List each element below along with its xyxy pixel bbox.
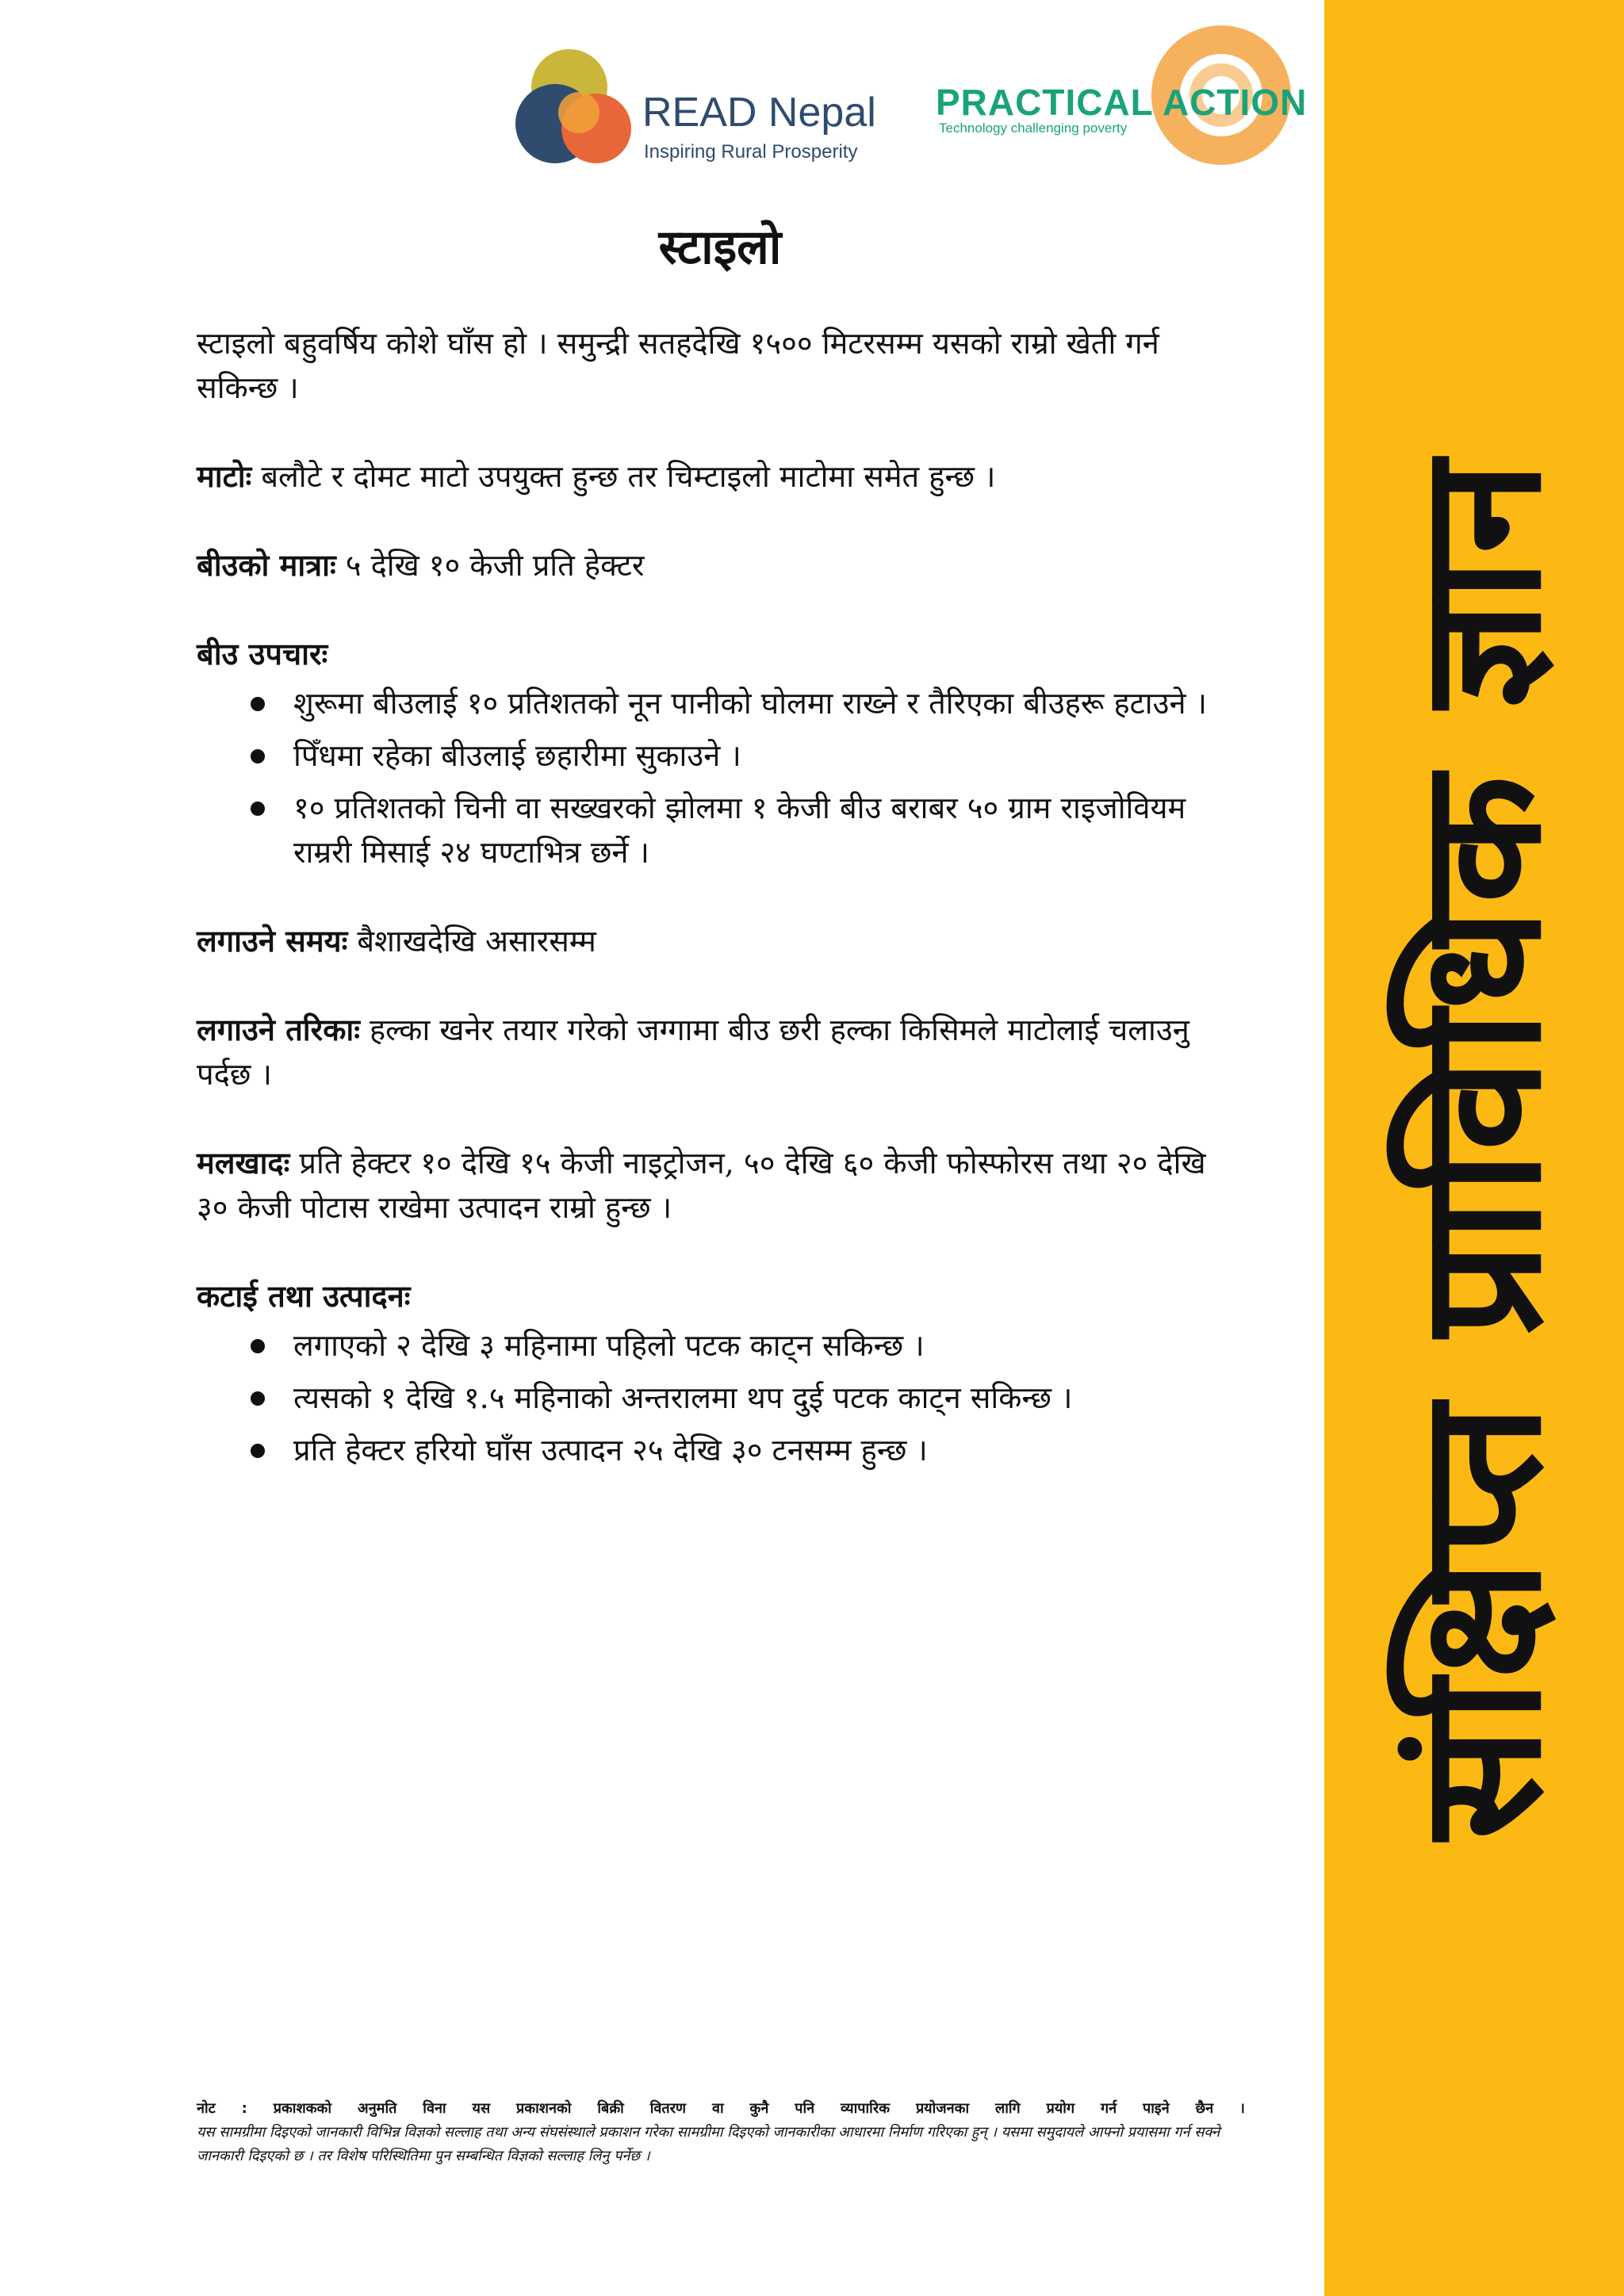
list-item: लगाएको २ देखि ३ महिनामा पहिलो पटक काट्न सकिन्छ । <box>293 1323 1235 1368</box>
seed-rate-label: बीउको मात्राः <box>197 548 336 583</box>
list-item: पिँधमा रहेका बीउलाई छहारीमा सुकाउने । <box>293 733 1235 778</box>
side-band <box>1324 0 1624 2296</box>
intro-paragraph: स्टाइलो बहुवर्षिय कोशे घाँस हो । समुन्द्री सतहदेखि १५०० मिटरसम्म यसको राम्रो खेती गर्न सकिन्छ । <box>197 326 1159 405</box>
seed-rate-text: ५ देखि १० केजी प्रति हेक्टर <box>335 548 645 583</box>
fertilizer-paragraph <box>197 1141 1235 1230</box>
list-item: प्रति हेक्टर हरियो घाँस उत्पादन २५ देखि ३० टनसम्म हुन्छ । <box>293 1428 1235 1472</box>
planting-time-text: बैशाखदेखि असारसम्म <box>347 924 596 959</box>
planting-time-label: लगाउने समयः <box>197 924 348 959</box>
footer-note <box>197 2097 1245 2168</box>
harvest-heading: कटाई तथा उत्पादनः <box>197 1279 411 1314</box>
note-line-2: यस सामग्रीमा दिइएको जानकारी विभिन्न विज्ञको सल्लाह तथा अन्य संघसंस्थाले प्रकाशन गरेका सामग्रीमा दिइएको जानकारीका आधारमा निर्माण गरिएका हुन् । यसमा समुदायले आफ्नो प्रयासमा गर्न सक्ने जानकारी दिइएको छ । तर विशेष परिस्थितिमा पुन सम्बन्धित विज्ञको सल्लाह लिनु पर्नेछ । <box>197 2124 1220 2164</box>
seed-treatment-list <box>197 681 1235 874</box>
soil-label: माटोः <box>197 459 252 494</box>
practical-action-name: PRACTICAL ACTION <box>936 82 1308 123</box>
read-nepal-emblem-icon <box>508 40 642 174</box>
list-item: १० प्रतिशतको चिनी वा सख्खरको झोलमा १ केजी बीउ बराबर ५० ग्राम राइजोवियम राम्ररी मिसाई २४ घण्टाभित्र छर्ने । <box>293 786 1235 874</box>
practical-action-tagline: Technology challenging poverty <box>939 121 1128 136</box>
planting-method-text: हल्का खनेर तयार गरेको जग्गामा बीउ छरी हल्का किसिमले माटोलाई चलाउनु पर्दछ । <box>197 1012 1189 1092</box>
main-content <box>197 321 1235 1517</box>
read-nepal-name: READ Nepal <box>642 90 876 136</box>
logo-header <box>508 16 1308 174</box>
planting-method-paragraph <box>197 1008 1235 1096</box>
seed-rate-paragraph <box>197 543 1235 587</box>
list-item: शुरूमा बीउलाई १० प्रतिशतको नून पानीको घोलमा राख्ने र तैरिएका बीउहरू हटाउने । <box>293 681 1235 725</box>
note-line-1: नोट : प्रकाशकको अनुमति विना यस प्रकाशनको बिक्री वितरण वा कुनै पनि व्यापारिक प्रयोजनका लागि प्रयोग गर्न पाइने छैन । <box>197 2100 1245 2117</box>
soil-text: बलौटे र दोमट माटो उपयुक्त हुन्छ तर चिम्टाइलो माटोमा समेत हुन्छ । <box>251 459 996 494</box>
fertilizer-label: मलखादः <box>197 1146 290 1181</box>
read-nepal-logo <box>508 40 888 174</box>
harvest-list <box>197 1323 1235 1472</box>
page-title: स्टाइलो <box>658 220 782 275</box>
soil-paragraph <box>197 454 1235 499</box>
seed-treatment-heading: बीउ उपचारः <box>197 637 328 672</box>
planting-time-paragraph <box>197 919 1235 963</box>
read-nepal-tagline: Inspiring Rural Prosperity <box>644 141 858 163</box>
side-band-title: संक्षिप्त प्राविधिक ज्ञान <box>1384 456 1578 1840</box>
list-item: त्यसको १ देखि १.५ महिनाको अन्तरालमा थप दुई पटक काट्न सकिन्छ । <box>293 1376 1235 1420</box>
practical-action-logo <box>936 16 1308 174</box>
planting-method-label: लगाउने तरिकाः <box>197 1012 360 1047</box>
fertilizer-text: प्रति हेक्टर १० देखि १५ केजी नाइट्रोजन, ५० देखि ६० केजी फोस्फोरस तथा २० देखि ३० केजी पोटास राखेमा उत्पादन राम्रो हुन्छ । <box>197 1146 1206 1225</box>
